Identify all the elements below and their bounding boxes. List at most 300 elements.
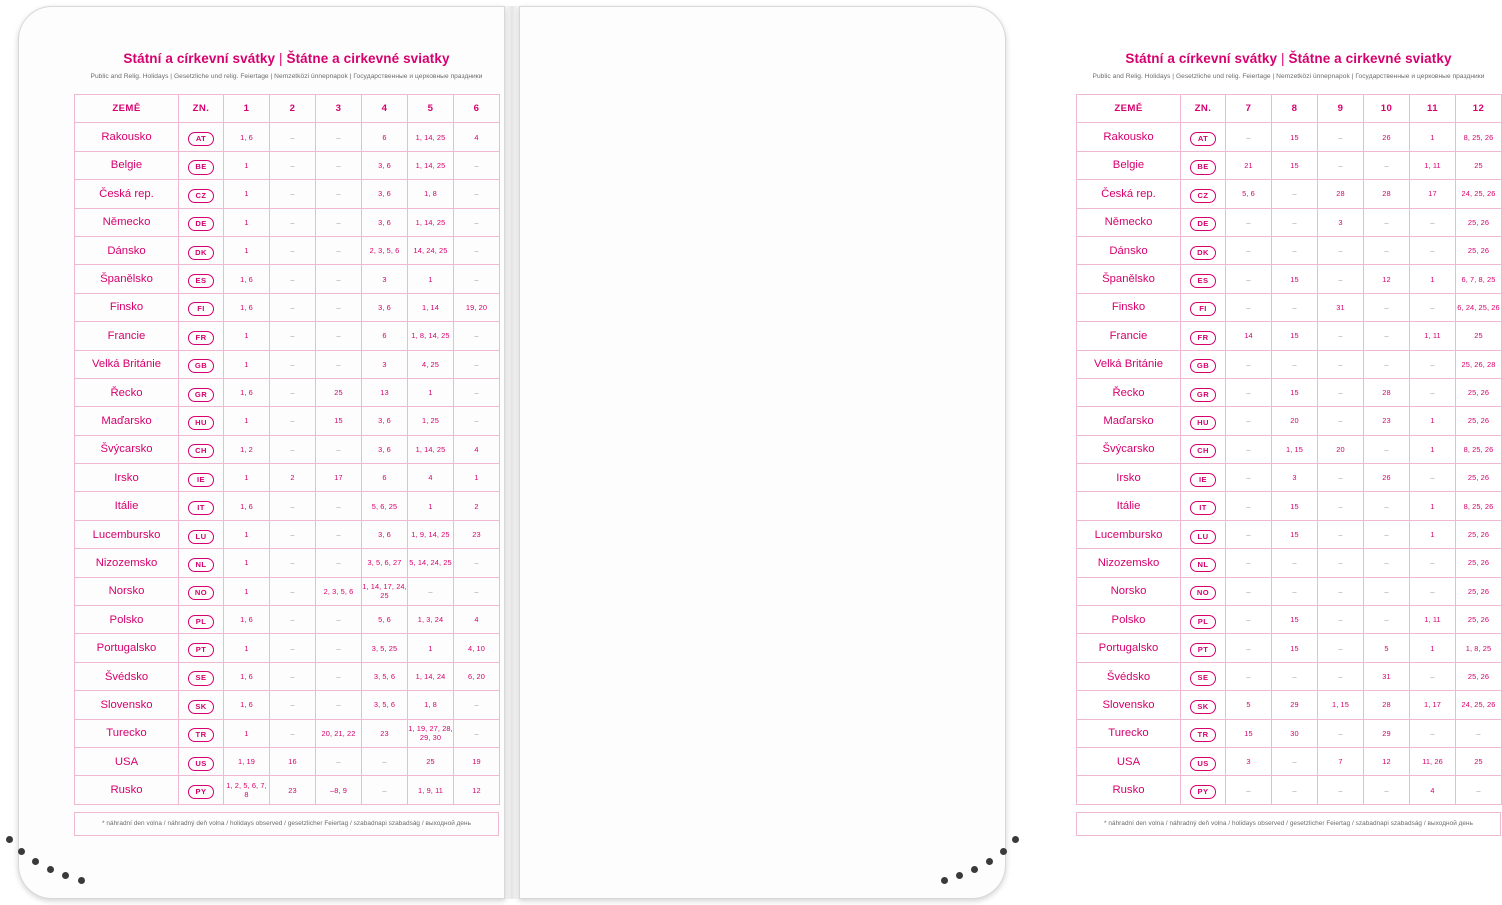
country-code-badge: CZ bbox=[188, 189, 214, 203]
country-code-cell bbox=[179, 747, 224, 775]
holiday-cell: 4 bbox=[454, 123, 500, 151]
holiday-cell: 1 bbox=[224, 464, 270, 492]
holiday-cell: – bbox=[316, 492, 362, 520]
country-code-badge: GR bbox=[188, 388, 214, 402]
header-month-7: 7 bbox=[1226, 95, 1272, 123]
holiday-cell: 2 bbox=[270, 464, 316, 492]
holiday-cell: 1, 15 bbox=[1272, 435, 1318, 463]
country-code-cell bbox=[1181, 151, 1226, 179]
country-code-cell bbox=[179, 378, 224, 406]
holiday-cell: – bbox=[1272, 208, 1318, 236]
holiday-cell: – bbox=[454, 151, 500, 179]
holiday-cell: – bbox=[1226, 293, 1272, 321]
holiday-cell: 1 bbox=[224, 180, 270, 208]
table-row bbox=[1077, 747, 1502, 775]
holiday-cell: 15 bbox=[316, 407, 362, 435]
header-month-8: 8 bbox=[1272, 95, 1318, 123]
holiday-cell: 17 bbox=[1410, 180, 1456, 208]
holiday-cell: – bbox=[270, 123, 316, 151]
holiday-cell: – bbox=[270, 606, 316, 634]
header-month-11: 11 bbox=[1410, 95, 1456, 123]
holiday-cell: 5, 6 bbox=[1226, 180, 1272, 208]
table-row bbox=[1077, 776, 1502, 804]
holiday-cell: – bbox=[1318, 776, 1364, 804]
header-month-1: 1 bbox=[224, 95, 270, 123]
holiday-cell: – bbox=[1318, 492, 1364, 520]
holiday-cell: – bbox=[270, 549, 316, 577]
left-page bbox=[18, 6, 505, 899]
holiday-cell: 3, 5, 6 bbox=[362, 691, 408, 719]
table-row bbox=[1077, 293, 1502, 321]
holiday-cell: – bbox=[270, 208, 316, 236]
country-code-cell bbox=[179, 123, 224, 151]
country-code-badge: SE bbox=[1190, 671, 1216, 685]
country-code-cell bbox=[179, 549, 224, 577]
country-code-badge: ES bbox=[1190, 274, 1216, 288]
right-page bbox=[519, 6, 1500, 899]
holiday-cell: 25 bbox=[1456, 322, 1502, 350]
holiday-cell: – bbox=[1410, 378, 1456, 406]
holiday-cell: – bbox=[1318, 322, 1364, 350]
country-code-badge: TR bbox=[188, 728, 214, 742]
holiday-cell: 28 bbox=[1318, 180, 1364, 208]
holiday-cell: – bbox=[454, 577, 500, 605]
holiday-cell: 25, 26, 28 bbox=[1456, 350, 1502, 378]
holiday-cell: 1, 14 bbox=[408, 293, 454, 321]
table-row bbox=[1077, 208, 1502, 236]
table-row bbox=[75, 208, 500, 236]
holiday-cell: 1 bbox=[1410, 435, 1456, 463]
holiday-cell: – bbox=[1364, 776, 1410, 804]
country-code-badge: TR bbox=[1190, 728, 1216, 742]
country-name: Česká rep. bbox=[1077, 180, 1181, 208]
country-code-cell bbox=[179, 719, 224, 747]
holiday-table-right bbox=[1076, 94, 1502, 805]
country-name: Portugalsko bbox=[75, 634, 179, 662]
holiday-cell: 1 bbox=[408, 492, 454, 520]
holiday-cell: 3, 6 bbox=[362, 407, 408, 435]
holiday-cell: – bbox=[1410, 350, 1456, 378]
holiday-cell: 25, 26 bbox=[1456, 549, 1502, 577]
holiday-cell: – bbox=[1318, 123, 1364, 151]
country-code-badge: FR bbox=[188, 331, 214, 345]
table-row bbox=[75, 464, 500, 492]
header-country: ZEMĚ bbox=[1077, 95, 1181, 123]
holiday-cell: – bbox=[1318, 378, 1364, 406]
holiday-cell: – bbox=[1272, 549, 1318, 577]
holiday-cell: – bbox=[1318, 606, 1364, 634]
table-row bbox=[75, 123, 500, 151]
country-code-badge: LU bbox=[1190, 530, 1216, 544]
table-row bbox=[1077, 577, 1502, 605]
holiday-cell: – bbox=[1364, 151, 1410, 179]
holiday-cell: 23 bbox=[454, 520, 500, 548]
holiday-cell: 1, 6 bbox=[224, 662, 270, 690]
table-row bbox=[75, 520, 500, 548]
holiday-cell: 25, 26 bbox=[1456, 520, 1502, 548]
table-row bbox=[75, 407, 500, 435]
holiday-cell: 1, 14, 25 bbox=[408, 151, 454, 179]
holiday-cell: 1 bbox=[224, 350, 270, 378]
holiday-cell: 5, 6 bbox=[362, 606, 408, 634]
holiday-cell: 3 bbox=[1318, 208, 1364, 236]
holiday-cell: – bbox=[1318, 719, 1364, 747]
holiday-cell: – bbox=[1272, 180, 1318, 208]
country-code-cell bbox=[1181, 776, 1226, 804]
table-row bbox=[1077, 549, 1502, 577]
holiday-cell: – bbox=[270, 407, 316, 435]
page-subtitle-right: Public and Relig. Holidays | Gesetzliche und relig. Feiertage | Nemzetközi ünnepnapok | Государственные и церковные праздники bbox=[1092, 73, 1485, 80]
holiday-cell: 1, 14, 24 bbox=[408, 662, 454, 690]
table-header-row bbox=[1077, 95, 1502, 123]
country-code-badge: AT bbox=[188, 132, 214, 146]
holiday-cell: 1 bbox=[454, 464, 500, 492]
holiday-cell: – bbox=[1272, 776, 1318, 804]
holiday-cell: – bbox=[362, 776, 408, 804]
holiday-cell: 8, 25, 26 bbox=[1456, 123, 1502, 151]
holiday-cell: – bbox=[1226, 208, 1272, 236]
holiday-cell: – bbox=[1226, 123, 1272, 151]
country-name: Nizozemsko bbox=[75, 549, 179, 577]
holiday-cell: – bbox=[1364, 322, 1410, 350]
left-sheet bbox=[74, 29, 499, 841]
country-name: Lucembursko bbox=[1077, 520, 1181, 548]
holiday-cell: – bbox=[270, 719, 316, 747]
table-row bbox=[1077, 180, 1502, 208]
holiday-cell: 28 bbox=[1364, 180, 1410, 208]
country-code-badge: IT bbox=[1190, 501, 1216, 515]
holiday-cell: – bbox=[1318, 577, 1364, 605]
holiday-cell: 1 bbox=[1410, 407, 1456, 435]
country-name: Slovensko bbox=[1077, 691, 1181, 719]
holiday-cell: – bbox=[454, 378, 500, 406]
holiday-cell: – bbox=[454, 549, 500, 577]
holiday-cell: – bbox=[1226, 577, 1272, 605]
holiday-cell: – bbox=[316, 549, 362, 577]
country-code-badge: IE bbox=[188, 473, 214, 487]
table-header-row bbox=[75, 95, 500, 123]
country-code-cell bbox=[1181, 549, 1226, 577]
holiday-cell: 29 bbox=[1272, 691, 1318, 719]
holiday-cell: 25, 26 bbox=[1456, 464, 1502, 492]
holiday-cell: – bbox=[1318, 151, 1364, 179]
country-code-badge: SK bbox=[188, 700, 214, 714]
holiday-cell: 6 bbox=[362, 464, 408, 492]
country-code-cell bbox=[1181, 492, 1226, 520]
country-code-badge: NO bbox=[1190, 586, 1216, 600]
holiday-cell: 1, 8, 25 bbox=[1456, 634, 1502, 662]
holiday-cell: 1, 9, 14, 25 bbox=[408, 520, 454, 548]
holiday-cell: – bbox=[1410, 293, 1456, 321]
holiday-cell: 15 bbox=[1272, 265, 1318, 293]
country-code-badge: GB bbox=[1190, 359, 1216, 373]
holiday-cell: 8, 25, 26 bbox=[1456, 492, 1502, 520]
country-code-cell bbox=[179, 435, 224, 463]
holiday-cell: 1, 14, 25 bbox=[408, 208, 454, 236]
country-code-badge: CH bbox=[188, 444, 214, 458]
holiday-cell: 1, 6 bbox=[224, 492, 270, 520]
holiday-cell: 1 bbox=[224, 208, 270, 236]
holiday-cell: – bbox=[270, 322, 316, 350]
holiday-cell: – bbox=[316, 180, 362, 208]
holiday-cell: 14, 24, 25 bbox=[408, 236, 454, 264]
holiday-cell: 6, 24, 25, 26 bbox=[1456, 293, 1502, 321]
title-cs: Státní a církevní svátky bbox=[123, 51, 276, 66]
holiday-cell: – bbox=[1318, 464, 1364, 492]
page-title-left bbox=[74, 51, 499, 66]
holiday-cell: – bbox=[1410, 549, 1456, 577]
header-zn: ZN. bbox=[1181, 95, 1226, 123]
country-code-cell bbox=[179, 180, 224, 208]
holiday-cell: 1, 11 bbox=[1410, 606, 1456, 634]
holiday-cell: – bbox=[454, 208, 500, 236]
holiday-cell: – bbox=[454, 265, 500, 293]
holiday-cell: 6, 7, 8, 25 bbox=[1456, 265, 1502, 293]
country-name: Turecko bbox=[1077, 719, 1181, 747]
holiday-cell: 1 bbox=[408, 634, 454, 662]
holiday-cell: 8, 25, 26 bbox=[1456, 435, 1502, 463]
holiday-cell: 25, 26 bbox=[1456, 208, 1502, 236]
holiday-cell: – bbox=[1272, 350, 1318, 378]
header-country: ZEMĚ bbox=[75, 95, 179, 123]
holiday-cell: 26 bbox=[1364, 123, 1410, 151]
holiday-cell: 20 bbox=[1272, 407, 1318, 435]
holiday-cell: 1 bbox=[1410, 520, 1456, 548]
country-code-badge: DE bbox=[188, 217, 214, 231]
country-name: Švédsko bbox=[75, 662, 179, 690]
country-code-cell bbox=[1181, 577, 1226, 605]
holiday-cell: – bbox=[1410, 236, 1456, 264]
table-row bbox=[1077, 719, 1502, 747]
country-code-cell bbox=[179, 606, 224, 634]
holiday-cell: 20, 21, 22 bbox=[316, 719, 362, 747]
holiday-cell: – bbox=[270, 691, 316, 719]
holiday-cell: 15 bbox=[1272, 492, 1318, 520]
holiday-cell: 4 bbox=[454, 435, 500, 463]
holiday-cell: 1, 6 bbox=[224, 606, 270, 634]
country-name: Irsko bbox=[75, 464, 179, 492]
holiday-cell: 2 bbox=[454, 492, 500, 520]
holiday-cell: 29 bbox=[1364, 719, 1410, 747]
country-code-badge: NL bbox=[188, 558, 214, 572]
holiday-cell: 31 bbox=[1364, 662, 1410, 690]
country-code-badge: CH bbox=[1190, 444, 1216, 458]
table-row bbox=[1077, 464, 1502, 492]
holiday-cell: 1, 9, 11 bbox=[408, 776, 454, 804]
holiday-cell: 3, 6 bbox=[362, 180, 408, 208]
country-code-badge: NO bbox=[188, 586, 214, 600]
holiday-cell: 5 bbox=[1364, 634, 1410, 662]
holiday-cell: – bbox=[1318, 549, 1364, 577]
holiday-cell: 3 bbox=[362, 265, 408, 293]
holiday-cell: 25 bbox=[1456, 747, 1502, 775]
holiday-cell: – bbox=[316, 350, 362, 378]
country-code-cell bbox=[179, 634, 224, 662]
country-code-cell bbox=[179, 492, 224, 520]
holiday-cell: – bbox=[1364, 549, 1410, 577]
holiday-cell: 19 bbox=[454, 747, 500, 775]
holiday-cell: 1 bbox=[1410, 265, 1456, 293]
holiday-cell: – bbox=[316, 435, 362, 463]
holiday-cell: 1 bbox=[224, 634, 270, 662]
holiday-cell: 15 bbox=[1272, 520, 1318, 548]
country-code-badge: DK bbox=[188, 246, 214, 260]
holiday-cell: – bbox=[316, 520, 362, 548]
country-code-badge: PL bbox=[188, 615, 214, 629]
holiday-cell: – bbox=[1226, 634, 1272, 662]
title-cs: Státní a církevní svátky bbox=[1125, 51, 1278, 66]
holiday-cell: – bbox=[1272, 577, 1318, 605]
country-code-badge: SK bbox=[1190, 700, 1216, 714]
country-name: Norsko bbox=[1077, 577, 1181, 605]
holiday-cell: – bbox=[454, 180, 500, 208]
country-code-badge: US bbox=[188, 757, 214, 771]
country-code-badge: PT bbox=[188, 643, 214, 657]
country-name: Řecko bbox=[75, 378, 179, 406]
holiday-cell: 1, 6 bbox=[224, 123, 270, 151]
holiday-cell: 2, 3, 5, 6 bbox=[362, 236, 408, 264]
holiday-cell: – bbox=[362, 747, 408, 775]
holiday-cell: 21 bbox=[1226, 151, 1272, 179]
holiday-cell: 13 bbox=[362, 378, 408, 406]
holiday-cell: – bbox=[1318, 265, 1364, 293]
table-row bbox=[75, 719, 500, 747]
holiday-cell: – bbox=[1226, 492, 1272, 520]
holiday-cell: 1, 25 bbox=[408, 407, 454, 435]
holiday-cell: – bbox=[316, 662, 362, 690]
header-zn: ZN. bbox=[179, 95, 224, 123]
holiday-cell: 1 bbox=[408, 265, 454, 293]
table-row bbox=[1077, 350, 1502, 378]
right-sheet bbox=[1076, 29, 1501, 841]
table-row bbox=[1077, 435, 1502, 463]
holiday-cell: 31 bbox=[1318, 293, 1364, 321]
holiday-cell: – bbox=[1318, 634, 1364, 662]
holiday-cell: – bbox=[316, 606, 362, 634]
holiday-cell: 23 bbox=[1364, 407, 1410, 435]
country-code-badge: CZ bbox=[1190, 189, 1216, 203]
table-row bbox=[1077, 378, 1502, 406]
holiday-cell: 1, 17 bbox=[1410, 691, 1456, 719]
footnote-right: * náhradní den volna / náhradný deň volna / holidays observed / gesetzlicher Feiertag / szabadnapi szabadság / выходной день bbox=[1076, 812, 1501, 836]
country-code-cell bbox=[1181, 634, 1226, 662]
holiday-cell: – bbox=[1226, 265, 1272, 293]
holiday-cell: 1, 3, 24 bbox=[408, 606, 454, 634]
holiday-cell: 3, 6 bbox=[362, 435, 408, 463]
holiday-cell: – bbox=[1272, 293, 1318, 321]
country-name: Portugalsko bbox=[1077, 634, 1181, 662]
table-row bbox=[75, 265, 500, 293]
holiday-cell: 1 bbox=[224, 151, 270, 179]
table-row bbox=[75, 293, 500, 321]
holiday-cell: 11, 26 bbox=[1410, 747, 1456, 775]
holiday-cell: – bbox=[1410, 577, 1456, 605]
holiday-cell: – bbox=[454, 719, 500, 747]
holiday-cell: 1, 2 bbox=[224, 435, 270, 463]
country-name: Itálie bbox=[1077, 492, 1181, 520]
holiday-cell: 7 bbox=[1318, 747, 1364, 775]
table-row bbox=[1077, 520, 1502, 548]
holiday-cell: 5, 14, 24, 25 bbox=[408, 549, 454, 577]
holiday-cell: 28 bbox=[1364, 691, 1410, 719]
country-code-badge: LU bbox=[188, 530, 214, 544]
holiday-cell: 3, 6 bbox=[362, 520, 408, 548]
holiday-cell: 1 bbox=[224, 407, 270, 435]
holiday-cell: 1, 2, 5, 6, 7, 8 bbox=[224, 776, 270, 804]
holiday-cell: – bbox=[1318, 520, 1364, 548]
holiday-cell: 3 bbox=[362, 350, 408, 378]
holiday-cell: – bbox=[1318, 350, 1364, 378]
holiday-cell: 3, 5, 25 bbox=[362, 634, 408, 662]
country-name: Rusko bbox=[75, 776, 179, 804]
holiday-cell: – bbox=[1364, 435, 1410, 463]
holiday-cell: – bbox=[1226, 378, 1272, 406]
country-name: USA bbox=[1077, 747, 1181, 775]
country-name: Slovensko bbox=[75, 691, 179, 719]
holiday-cell: – bbox=[408, 577, 454, 605]
holiday-cell: 4 bbox=[408, 464, 454, 492]
country-code-cell bbox=[1181, 123, 1226, 151]
holiday-cell: – bbox=[454, 350, 500, 378]
table-row bbox=[75, 350, 500, 378]
country-name: Rakousko bbox=[75, 123, 179, 151]
header-month-10: 10 bbox=[1364, 95, 1410, 123]
country-code-badge: AT bbox=[1190, 132, 1216, 146]
holiday-cell: – bbox=[1410, 719, 1456, 747]
holiday-cell: 6 bbox=[362, 123, 408, 151]
title-separator: | bbox=[1281, 51, 1285, 66]
holiday-cell: 1, 11 bbox=[1410, 322, 1456, 350]
holiday-cell: 1 bbox=[1410, 123, 1456, 151]
holiday-cell: – bbox=[1226, 520, 1272, 548]
country-code-cell bbox=[179, 293, 224, 321]
holiday-cell: 5, 6, 25 bbox=[362, 492, 408, 520]
holiday-cell: – bbox=[270, 151, 316, 179]
holiday-cell: 1 bbox=[224, 719, 270, 747]
holiday-cell: – bbox=[270, 492, 316, 520]
table-row bbox=[75, 549, 500, 577]
table-row bbox=[75, 151, 500, 179]
holiday-cell: 1 bbox=[1410, 492, 1456, 520]
country-name: Velká Británie bbox=[1077, 350, 1181, 378]
country-code-badge: GR bbox=[1190, 388, 1216, 402]
country-code-cell bbox=[1181, 350, 1226, 378]
header-month-5: 5 bbox=[408, 95, 454, 123]
country-code-cell bbox=[179, 236, 224, 264]
country-code-badge: PY bbox=[1190, 785, 1216, 799]
holiday-cell: 1, 6 bbox=[224, 293, 270, 321]
holiday-cell: 15 bbox=[1272, 606, 1318, 634]
holiday-cell: 15 bbox=[1272, 634, 1318, 662]
holiday-cell: – bbox=[270, 265, 316, 293]
title-sk: Štátne a cirkevné sviatky bbox=[286, 51, 450, 66]
country-code-cell bbox=[179, 151, 224, 179]
table-row bbox=[75, 776, 500, 804]
holiday-cell: 1 bbox=[408, 378, 454, 406]
header-month-9: 9 bbox=[1318, 95, 1364, 123]
holiday-cell: 25 bbox=[1456, 151, 1502, 179]
holiday-cell: 3 bbox=[1272, 464, 1318, 492]
country-name: Belgie bbox=[1077, 151, 1181, 179]
country-code-cell bbox=[1181, 322, 1226, 350]
table-row bbox=[1077, 236, 1502, 264]
holiday-cell: 15 bbox=[1272, 378, 1318, 406]
country-name: Velká Británie bbox=[75, 350, 179, 378]
country-name: Španělsko bbox=[1077, 265, 1181, 293]
footnote-left: * náhradní den volna / náhradný deň volna / holidays observed / gesetzlicher Feiertag / szabadnapi szabadság / выходной день bbox=[74, 812, 499, 836]
holiday-cell: – bbox=[1364, 577, 1410, 605]
country-code-badge: HU bbox=[1190, 416, 1216, 430]
